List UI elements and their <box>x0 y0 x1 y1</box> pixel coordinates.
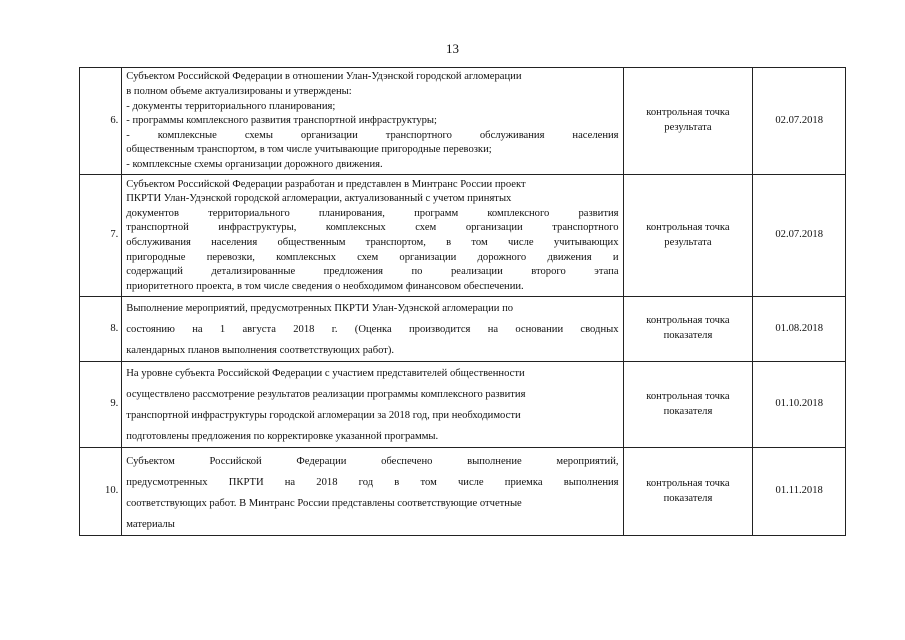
description-line: - программы комплексного развития транспортной инфраструктуры; <box>126 115 437 127</box>
row-type <box>623 68 753 175</box>
row-date: 01.08.2018 <box>753 297 846 362</box>
description-line: состоянию на 1 августа 2018 г. (Оценка производится на основании сводных <box>126 324 619 335</box>
row-type <box>623 448 753 536</box>
row-description <box>122 175 623 297</box>
description-line: материалы <box>126 519 175 530</box>
description-line: соответствующих работ. В Минтранс России представлены соответствующие отчетные <box>126 498 522 509</box>
type-line: результата <box>664 122 712 133</box>
type-line: контрольная точка <box>646 477 730 489</box>
type-line: показателя <box>663 330 713 341</box>
description-line: подготовлены предложения по корректировке указанной программы. <box>126 431 439 442</box>
description-line: календарных планов выполнения соответствующих работ). <box>126 345 395 356</box>
description-line: - документы территориального планирования; <box>126 100 336 112</box>
row-date: 01.11.2018 <box>753 448 846 536</box>
type-line: результата <box>664 236 712 248</box>
description-line: приоритетного проекта, в том числе сведения о необходимом финансовом обеспечении. <box>126 280 524 292</box>
table-row <box>80 362 846 448</box>
description-line: содержащий детализированные предложения по реализации второго этапа <box>126 266 619 278</box>
type-line: контрольная точка <box>646 221 730 233</box>
description-line: Субъектом Российской Федерации разработан и представлен в Минтранс России проект <box>126 178 526 190</box>
table-row <box>80 297 846 362</box>
type-line: контрольная точка <box>646 390 730 402</box>
description-line: - комплексные схемы организации дорожного движения. <box>126 158 383 170</box>
description-line: в полном объеме актуализированы и утверждены: <box>126 86 352 98</box>
description-line: транспортной инфраструктуры городской агломерации за 2018 год, при необходимости <box>126 410 521 421</box>
row-date: 02.07.2018 <box>753 68 846 175</box>
description-line: общественным транспортом, в том числе учитывающие пригородные перевозки; <box>126 144 492 156</box>
description-line: - комплексные схемы организации транспортного обслуживания населения <box>126 129 619 141</box>
table-row <box>80 175 846 297</box>
description-line: Субъектом Российской Федерации обеспечено выполнение мероприятий, <box>126 456 619 467</box>
row-number: 8. <box>80 297 122 362</box>
row-number: 7. <box>80 175 122 297</box>
row-description <box>122 297 623 362</box>
row-description <box>122 362 623 448</box>
row-number: 6. <box>80 68 122 175</box>
row-number: 9. <box>80 362 122 448</box>
row-description <box>122 448 623 536</box>
row-description <box>122 68 623 175</box>
type-line: контрольная точка <box>646 107 730 119</box>
description-line: документов территориального планирования, программ комплексного развития <box>126 207 619 219</box>
type-line: показателя <box>663 492 713 504</box>
page-number: 13 <box>446 41 459 56</box>
row-date: 02.07.2018 <box>753 175 846 297</box>
row-type <box>623 362 753 448</box>
description-line: Субъектом Российской Федерации в отношении Улан-Удэнской городской агломерации <box>126 71 522 83</box>
row-date: 01.10.2018 <box>753 362 846 448</box>
row-number: 10. <box>80 448 122 536</box>
description-line: ПКРТИ Улан-Удэнской городской агломерации, актуализованный с учетом принятых <box>126 193 512 205</box>
description-line: обслуживания населения общественным транспортом, в том числе учитывающих <box>126 237 619 248</box>
control-points-table <box>79 67 846 536</box>
description-line: Выполнение мероприятий, предусмотренных ПКРТИ Улан-Удэнской агломерации по <box>126 303 514 314</box>
description-line: предусмотренных ПКРТИ на 2018 год в том числе приемка выполнения <box>126 477 619 488</box>
row-type <box>623 297 753 362</box>
type-line: контрольная точка <box>646 315 730 327</box>
table-row <box>80 68 846 175</box>
table-row <box>80 448 846 536</box>
description-line: На уровне субъекта Российской Федерации с участием представителей общественности <box>126 368 525 379</box>
type-line: показателя <box>663 405 713 417</box>
description-line: пригородные перевозки, комплексных схем организации дорожного движения и <box>126 251 619 263</box>
description-line: осуществлено рассмотрение результатов реализации программы комплексного развития <box>126 389 526 400</box>
description-line: транспортной инфраструктуры, комплексных схем организации транспортного <box>126 222 619 234</box>
row-type <box>623 175 753 297</box>
